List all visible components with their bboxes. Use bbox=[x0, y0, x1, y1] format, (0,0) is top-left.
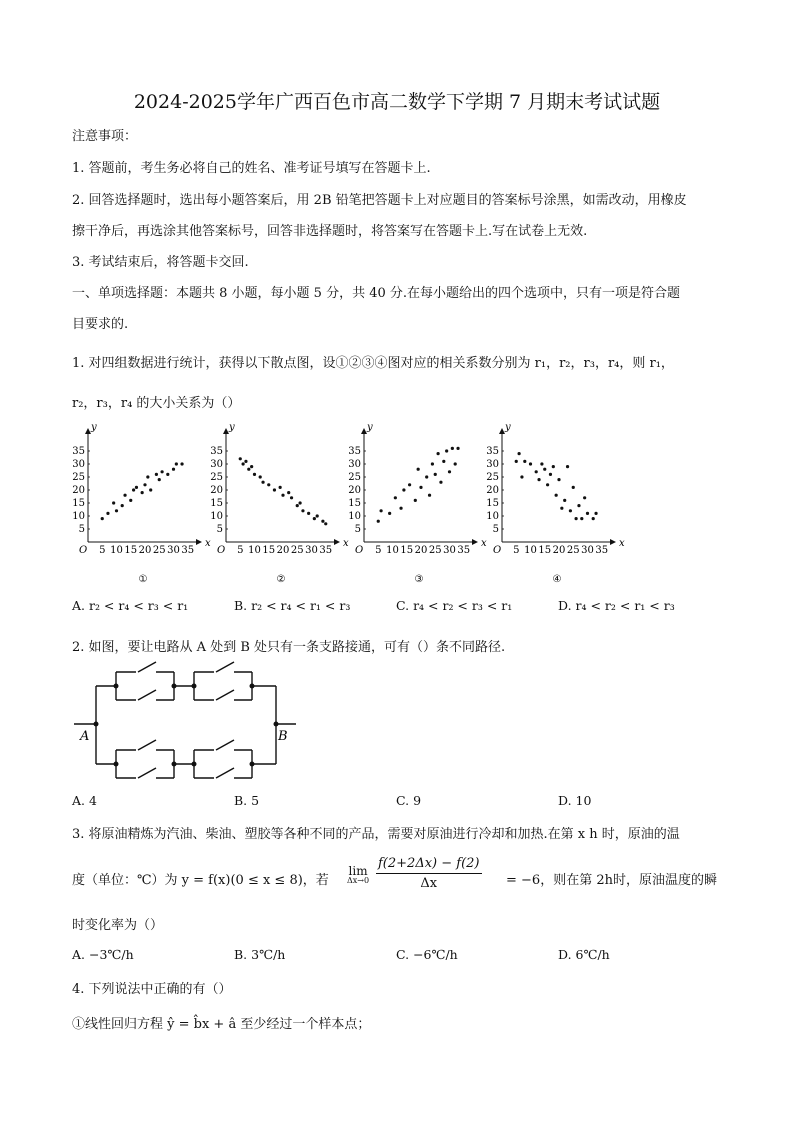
data-point bbox=[166, 473, 169, 476]
page-title: 2024-2025学年广西百色市高二数学下学期 7 月期末考试试题 bbox=[133, 91, 661, 113]
q2-option-c: C. 9 bbox=[396, 793, 422, 808]
plot-caption: ③ bbox=[414, 574, 424, 585]
data-point bbox=[247, 468, 250, 471]
data-point bbox=[316, 514, 319, 517]
data-point bbox=[437, 452, 440, 455]
y-tick-label: 15 bbox=[348, 498, 361, 509]
data-point bbox=[523, 460, 526, 463]
y-tick-label: 35 bbox=[72, 446, 85, 457]
q1-option-a: A. r₂ < r₄ < r₃ < r₁ bbox=[72, 598, 189, 613]
data-point bbox=[549, 473, 552, 476]
y-tick-label: 10 bbox=[348, 511, 361, 522]
x-tick-label: 20 bbox=[276, 545, 290, 556]
notice-heading: 注意事项： bbox=[72, 129, 138, 144]
data-point bbox=[146, 475, 149, 478]
q4-stem: 4. 下列说法中正确的有（） bbox=[72, 982, 232, 997]
x-tick-label: 10 bbox=[386, 545, 399, 556]
data-point bbox=[313, 517, 316, 520]
data-point bbox=[287, 491, 290, 494]
data-point bbox=[428, 494, 431, 497]
data-point bbox=[572, 486, 575, 489]
data-point bbox=[448, 470, 451, 473]
data-point bbox=[563, 499, 566, 502]
y-tick-label: 30 bbox=[486, 459, 499, 470]
x-tick-label: 20 bbox=[552, 545, 566, 556]
y-tick-label: 5 bbox=[78, 524, 85, 535]
y-tick-label: 25 bbox=[72, 472, 85, 483]
data-point bbox=[123, 494, 126, 497]
q3-option-d: D. 6℃/h bbox=[558, 947, 610, 962]
data-point bbox=[580, 517, 583, 520]
plot-caption: ① bbox=[138, 574, 148, 585]
x-tick-label: 25 bbox=[290, 545, 304, 556]
data-point bbox=[434, 473, 437, 476]
data-point bbox=[431, 462, 434, 465]
x-tick-label: 5 bbox=[99, 545, 106, 556]
data-point bbox=[301, 509, 304, 512]
data-point bbox=[583, 496, 586, 499]
q3-stem: 3. 将原油精炼为汽油、柴油、塑胶等各种不同的产品，需要对原油进行冷却和加热.在第 x h 时，原油的温 bbox=[72, 827, 680, 842]
data-point bbox=[425, 475, 428, 478]
x-tick-label: 35 bbox=[595, 545, 609, 556]
x-axis-arrow bbox=[610, 539, 616, 545]
data-point bbox=[261, 481, 264, 484]
data-point bbox=[445, 449, 448, 452]
x-axis-label: x bbox=[619, 538, 625, 549]
x-tick-label: 15 bbox=[124, 545, 138, 556]
data-point bbox=[129, 499, 132, 502]
data-point bbox=[299, 501, 302, 504]
data-point bbox=[586, 512, 589, 515]
data-point bbox=[115, 509, 118, 512]
x-tick-label: 20 bbox=[138, 545, 152, 556]
data-point bbox=[143, 483, 146, 486]
x-axis-arrow bbox=[196, 539, 202, 545]
x-tick-label: 35 bbox=[181, 545, 195, 556]
x-tick-label: 30 bbox=[167, 545, 180, 556]
notice-item-2: 2. 回答选择题时，选出每小题答案后，用 2B 铅笔把答题卡上对应题目的答案标号涂黑，如需改动，用橡皮 bbox=[72, 193, 687, 208]
y-tick-label: 30 bbox=[210, 459, 223, 470]
q1-stem: 1. 对四组数据进行统计，获得以下散点图，设①②③④图对应的相关系数分别为 r₁，r₂，r₃，r₄，则 r₁， bbox=[72, 356, 674, 371]
data-point bbox=[515, 460, 518, 463]
data-point bbox=[566, 465, 569, 468]
data-point bbox=[175, 462, 178, 465]
q3-option-a: A. −3℃/h bbox=[72, 947, 134, 962]
y-tick-label: 25 bbox=[348, 472, 361, 483]
data-point bbox=[518, 452, 521, 455]
data-point bbox=[555, 494, 558, 497]
y-tick-label: 5 bbox=[354, 524, 361, 535]
circuit-diagram bbox=[70, 660, 310, 790]
notice-item-1: 1. 答题前，考生务必将自己的姓名、准考证号填写在答题卡上. bbox=[72, 161, 431, 176]
y-tick-label: 20 bbox=[348, 485, 361, 496]
y-tick-label: 5 bbox=[492, 524, 499, 535]
q3-stem-part-b: = −6，则在第 2h时，原油温度的瞬 bbox=[506, 873, 717, 888]
notice-item-2-cont: 擦干净后，再选涂其他答案标号，回答非选择题时，将答案写在答题卡上.写在试卷上无效. bbox=[72, 224, 588, 239]
x-tick-label: 30 bbox=[305, 545, 318, 556]
x-tick-label: 20 bbox=[414, 545, 428, 556]
data-point bbox=[106, 512, 109, 515]
data-point bbox=[267, 483, 270, 486]
data-point bbox=[456, 447, 459, 450]
x-tick-label: 30 bbox=[581, 545, 594, 556]
label-b: B bbox=[278, 729, 288, 744]
x-axis-arrow bbox=[334, 539, 340, 545]
x-axis-label: x bbox=[343, 538, 349, 549]
data-point bbox=[259, 475, 262, 478]
q3-limit: lim Δx→0 bbox=[347, 864, 370, 885]
y-axis-label: y bbox=[229, 422, 235, 433]
data-point bbox=[121, 504, 124, 507]
data-point bbox=[577, 504, 580, 507]
x-tick-label: 35 bbox=[457, 545, 471, 556]
data-point bbox=[324, 522, 327, 525]
y-tick-label: 30 bbox=[72, 459, 85, 470]
origin-label: O bbox=[217, 545, 226, 556]
data-point bbox=[552, 465, 555, 468]
data-point bbox=[537, 478, 540, 481]
y-tick-label: 10 bbox=[72, 511, 85, 522]
q1-stem-cont: r₂，r₃，r₄ 的大小关系为（） bbox=[72, 396, 241, 411]
y-tick-label: 30 bbox=[348, 459, 361, 470]
q3-option-b: B. 3℃/h bbox=[234, 947, 286, 962]
data-point bbox=[380, 509, 383, 512]
q3-stem-part-a: 度（单位：℃）为 y = f(x)(0 ≤ x ≤ 8)，若 bbox=[72, 873, 329, 888]
data-point bbox=[408, 483, 411, 486]
y-tick-label: 20 bbox=[486, 485, 499, 496]
data-point bbox=[569, 509, 572, 512]
x-tick-label: 25 bbox=[152, 545, 166, 556]
label-a: A bbox=[80, 729, 90, 744]
data-point bbox=[417, 468, 420, 471]
data-point bbox=[281, 494, 284, 497]
data-point bbox=[172, 468, 175, 471]
data-point bbox=[399, 507, 402, 510]
data-point bbox=[402, 488, 405, 491]
data-point bbox=[439, 481, 442, 484]
plot-caption: ④ bbox=[552, 574, 562, 585]
y-tick-label: 15 bbox=[210, 498, 223, 509]
data-point bbox=[560, 507, 563, 510]
data-point bbox=[321, 520, 324, 523]
data-point bbox=[155, 473, 158, 476]
data-point bbox=[394, 496, 397, 499]
data-point bbox=[419, 486, 422, 489]
data-point bbox=[520, 475, 523, 478]
data-point bbox=[149, 488, 152, 491]
y-tick-label: 35 bbox=[210, 446, 223, 457]
data-point bbox=[279, 486, 282, 489]
data-point bbox=[158, 478, 161, 481]
x-axis-arrow bbox=[472, 539, 478, 545]
data-point bbox=[141, 491, 144, 494]
y-tick-label: 5 bbox=[216, 524, 223, 535]
x-axis-label: x bbox=[481, 538, 487, 549]
data-point bbox=[594, 512, 597, 515]
x-tick-label: 5 bbox=[237, 545, 244, 556]
scatter-plot-3 bbox=[348, 422, 487, 585]
data-point bbox=[290, 496, 293, 499]
data-point bbox=[112, 501, 115, 504]
y-tick-label: 25 bbox=[210, 472, 223, 483]
scatter-plot-1 bbox=[72, 422, 211, 585]
data-point bbox=[546, 483, 549, 486]
data-point bbox=[239, 457, 242, 460]
y-tick-label: 15 bbox=[486, 498, 499, 509]
data-point bbox=[451, 447, 454, 450]
x-axis-label: x bbox=[205, 538, 211, 549]
notice-item-3: 3. 考试结束后，将答题卡交回. bbox=[72, 255, 249, 270]
y-tick-label: 25 bbox=[486, 472, 499, 483]
q3-fraction: f(2+2Δx) − f(2) Δx bbox=[378, 856, 480, 891]
x-tick-label: 10 bbox=[524, 545, 537, 556]
data-point bbox=[135, 486, 138, 489]
x-tick-label: 15 bbox=[400, 545, 414, 556]
data-point bbox=[242, 462, 245, 465]
section-heading-cont: 目要求的. bbox=[72, 317, 129, 332]
data-point bbox=[454, 462, 457, 465]
y-tick-label: 10 bbox=[210, 511, 223, 522]
data-point bbox=[377, 520, 380, 523]
data-point bbox=[388, 512, 391, 515]
x-tick-label: 10 bbox=[110, 545, 123, 556]
scatter-plots bbox=[0, 420, 794, 590]
origin-label: O bbox=[355, 545, 364, 556]
q3-stem-end: 时变化率为（） bbox=[72, 918, 164, 933]
y-tick-label: 20 bbox=[210, 485, 223, 496]
q2-stem: 2. 如图，要让电路从 A 处到 B 处只有一条支路接通，可有（）条不同路径. bbox=[72, 640, 506, 655]
q2-option-a: A. 4 bbox=[72, 793, 97, 808]
y-axis-label: y bbox=[505, 422, 511, 433]
y-tick-label: 35 bbox=[348, 446, 361, 457]
scatter-plot-2 bbox=[210, 422, 349, 585]
y-tick-label: 35 bbox=[486, 446, 499, 457]
q3-option-c: C. −6℃/h bbox=[396, 947, 458, 962]
q2-option-d: D. 10 bbox=[558, 793, 592, 808]
x-tick-label: 5 bbox=[513, 545, 520, 556]
x-tick-label: 15 bbox=[262, 545, 276, 556]
data-point bbox=[592, 517, 595, 520]
data-point bbox=[244, 460, 247, 463]
y-tick-label: 15 bbox=[72, 498, 85, 509]
q2-option-b: B. 5 bbox=[234, 793, 260, 808]
y-axis-label: y bbox=[367, 422, 373, 433]
x-tick-label: 30 bbox=[443, 545, 456, 556]
data-point bbox=[540, 462, 543, 465]
section-heading: 一、单项选择题：本题共 8 小题，每小题 5 分，共 40 分.在每小题给出的四个选项中，只有一项是符合题 bbox=[72, 286, 681, 301]
data-point bbox=[575, 517, 578, 520]
y-tick-label: 10 bbox=[486, 511, 499, 522]
x-tick-label: 10 bbox=[248, 545, 261, 556]
origin-label: O bbox=[493, 545, 502, 556]
y-axis-label: y bbox=[91, 422, 97, 433]
plot-caption: ② bbox=[276, 574, 286, 585]
data-point bbox=[557, 478, 560, 481]
q1-option-b: B. r₂ < r₄ < r₁ < r₃ bbox=[234, 598, 351, 613]
x-tick-label: 25 bbox=[428, 545, 442, 556]
q1-option-d: D. r₄ < r₂ < r₁ < r₃ bbox=[558, 598, 675, 613]
data-point bbox=[442, 460, 445, 463]
data-point bbox=[273, 488, 276, 491]
origin-label: O bbox=[79, 545, 88, 556]
data-point bbox=[250, 465, 253, 468]
x-tick-label: 35 bbox=[319, 545, 333, 556]
data-point bbox=[132, 488, 135, 491]
x-tick-label: 5 bbox=[375, 545, 382, 556]
data-point bbox=[529, 462, 532, 465]
data-point bbox=[161, 470, 164, 473]
data-point bbox=[180, 462, 183, 465]
x-tick-label: 15 bbox=[538, 545, 552, 556]
scatter-plot-4 bbox=[486, 422, 625, 585]
q4-statement-1: ①线性回归方程 ŷ = b̂x + â 至少经过一个样本点； bbox=[72, 1017, 371, 1032]
data-point bbox=[414, 499, 417, 502]
data-point bbox=[296, 504, 299, 507]
q1-option-c: C. r₄ < r₂ < r₃ < r₁ bbox=[396, 598, 513, 613]
data-point bbox=[307, 512, 310, 515]
x-tick-label: 25 bbox=[566, 545, 580, 556]
data-point bbox=[535, 470, 538, 473]
data-point bbox=[543, 468, 546, 471]
y-tick-label: 20 bbox=[72, 485, 85, 496]
data-point bbox=[101, 517, 104, 520]
data-point bbox=[253, 473, 256, 476]
